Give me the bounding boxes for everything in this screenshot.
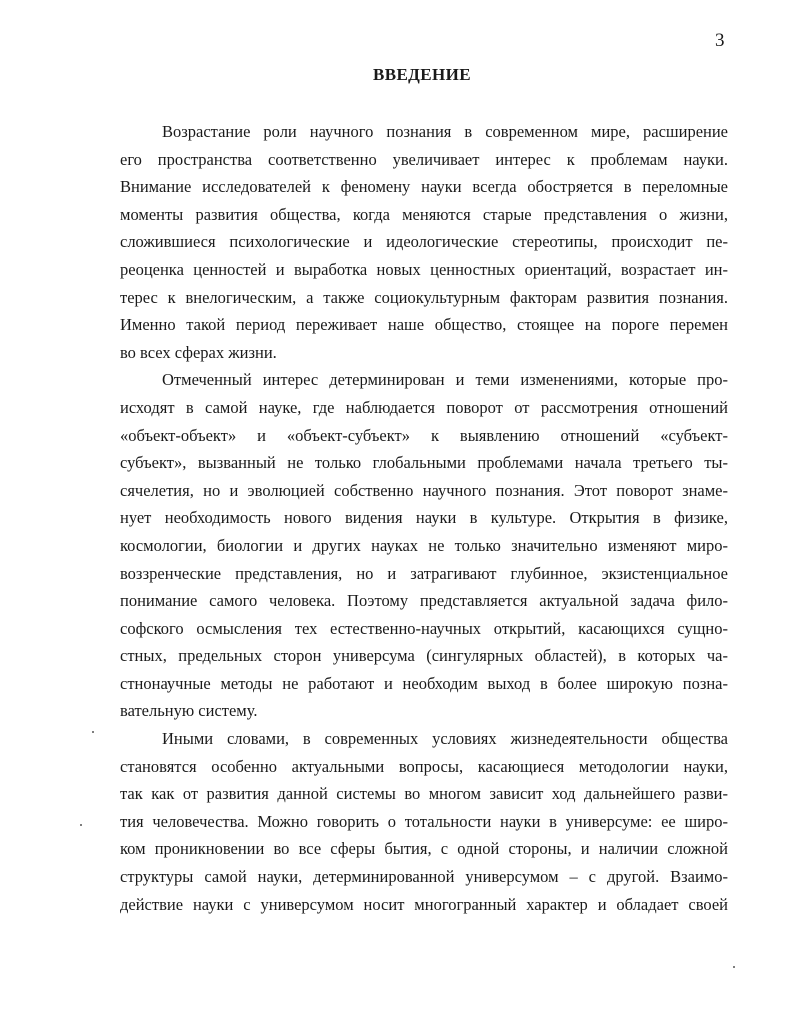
text-line: его пространства соответственно увеличивает интерес к проблемам науки.: [120, 149, 728, 169]
text-line: нует необходимость нового видения науки в культуре. Открытия в физике,: [120, 508, 728, 528]
text-line: Возрастание роли научного познания в современном мире, расширение: [162, 122, 728, 141]
text-line: стных, предельных сторон универсума (сингулярных областей), в которых ча-: [120, 646, 728, 666]
text-line: космологии, биологии и других науках не только значительно изменяют миро-: [120, 535, 728, 555]
scan-speck: [80, 824, 82, 826]
paragraph-1: [120, 118, 728, 366]
text-line: терес к внелогическим, а также социокультурным факторам развития познания.: [120, 287, 728, 307]
paragraph-3: [120, 725, 728, 918]
text-line: исходят в самой науке, где наблюдается поворот от рассмотрения отношений: [120, 397, 728, 417]
text-line: вательную систему.: [120, 701, 258, 721]
text-line: воззренческие представления, но и затрагивают глубинное, экзистенциальное: [120, 563, 728, 583]
body-text: [120, 118, 728, 918]
text-line: моменты развития общества, когда меняются старые представления о жизни,: [120, 204, 728, 224]
text-line: Иными словами, в современных условиях жизнедеятельности общества: [162, 729, 728, 749]
page-number: 3: [715, 30, 725, 51]
page-title: ВВЕДЕНИЕ: [372, 65, 472, 84]
text-line: Именно такой период переживает наше общество, стоящее на пороге перемен: [120, 315, 728, 335]
text-line: стнонаучные методы не работают и необходим выход в более широкую позна-: [120, 673, 728, 693]
text-line: «объект-объект» и «объект-субъект» к выявлению отношений «субъект-: [120, 425, 728, 445]
scan-speck: [733, 966, 735, 968]
text-line: субъект», вызванный не только глобальными проблемами начала третьего ты-: [120, 453, 728, 473]
text-line: во всех сферах жизни.: [120, 342, 277, 362]
text-line: софского осмысления тех естественно-научных открытий, касающихся сущно-: [120, 618, 728, 638]
text-line: реоценка ценностей и выработка новых ценностных ориентаций, возрастает ин-: [120, 259, 728, 279]
text-line: ком проникновении во все сферы бытия, с одной стороны, и наличии сложной: [120, 839, 728, 859]
text-line: сячелетия, но и эволюцией собственно научного познания. Этот поворот знаме-: [120, 480, 728, 500]
text-line: понимание самого человека. Поэтому представляется актуальной задача фило-: [120, 591, 728, 611]
paragraph-2: [120, 366, 728, 725]
text-line: становятся особенно актуальными вопросы, касающиеся методологии науки,: [120, 756, 728, 776]
text-line: сложившиеся психологические и идеологические стереотипы, происходит пе-: [120, 232, 728, 252]
text-line: структуры самой науки, детерминированной универсумом – с другой. Взаимо-: [120, 867, 728, 887]
text-line: действие науки с универсумом носит многогранный характер и обладает своей: [120, 894, 728, 914]
text-line: так как от развития данной системы во многом зависит ход дальнейшего разви-: [120, 784, 728, 804]
text-line: Внимание исследователей к феномену науки всегда обостряется в переломные: [120, 177, 728, 197]
text-line: Отмеченный интерес детерминирован и теми изменениями, которые про-: [162, 370, 728, 390]
scan-speck: [92, 731, 94, 733]
text-line: тия человечества. Можно говорить о тотальности науки в универсуме: ее широ-: [120, 811, 728, 831]
